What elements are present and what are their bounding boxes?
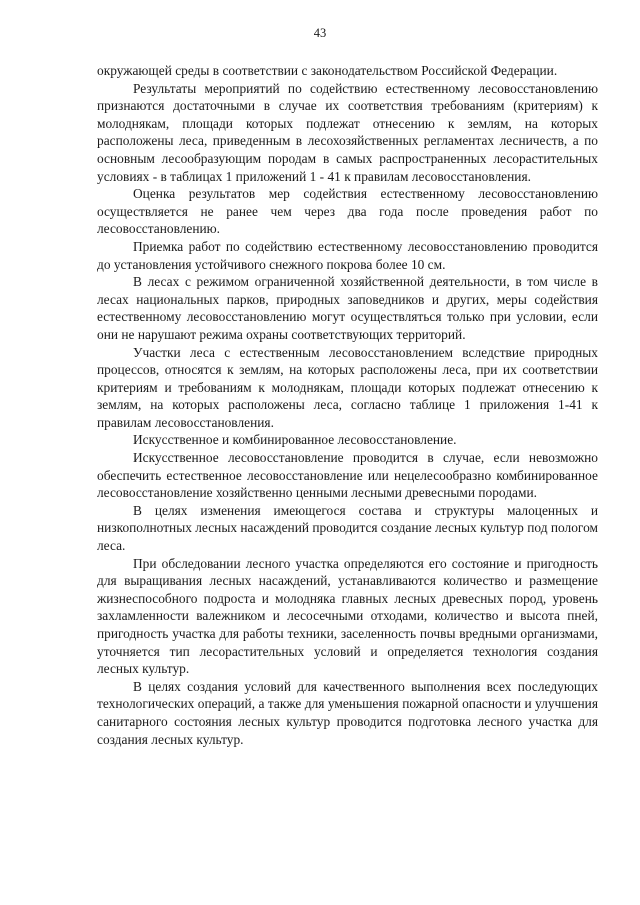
paragraph: В целях изменения имеющегося состава и структуры малоценных и низкополнотных лесных насаждений проводится создание лесных культур под пологом леса. [97,502,598,554]
section-heading: Искусственное и комбинированное лесовосстановление. [133,432,457,448]
paragraph: Результаты мероприятий по содействию естественному лесовосстановлению признаются достаточными в случае их соответствия требованиям (критериям) к молоднякам, площади которых подлежат отнесению к землям, на которых расположены леса, приведенным в лесохозяйственных регламентах лесничеств, а по основным лесообразующим породам в самых распространенных лесорастительных условиях - в таблицах 1 приложений 1 - 41 к правилам лесовосстановления. [97,80,598,184]
paragraph: Участки леса с естественным лесовосстановлением вследствие природных процессов, относятся к землям, на которых расположены леса, при их соответствии критериям и требованиям к молоднякам, площади которых подлежат отнесению к землям, на которых расположены леса, согласно таблице 1 приложения 1-41 к правилам лесовосстановления. [97,344,598,430]
paragraph: Искусственное лесовосстановление проводится в случае, если невозможно обеспечить естественное лесовосстановление или нецелесообразно комбинированное лесовосстановление хозяйственно ценными лесными древесными породами. [97,450,598,501]
page-number: 43 [313,26,327,40]
paragraph: В лесах с режимом ограниченной хозяйственной деятельности, в том числе в лесах национальных парков, природных заповедников и других, меры содействия естественному лесовосстановлению могут осуществляться только при условии, если они не нарушают режима охраны соответствующих территорий. [97,274,598,342]
paragraph: окружающей среды в соответствии с законодательством Российской Федерации. [97,63,558,78]
document-body [97,62,598,748]
paragraph: В целях создания условий для качественного выполнения всех последующих технологических операций, а также для уменьшения пожарной опасности и улучшения санитарного состояния лесных культур проводится подготовка лесного участка для создания лесных культур. [97,678,598,747]
paragraph: Оценка результатов мер содействия естественному лесовосстановлению осуществляется не ранее чем через два года после проведения работ по лесовосстановлению. [97,186,598,237]
paragraph: Приемка работ по содействию естественному лесовосстановлению проводится до установления устойчивого снежного покрова более 10 см. [97,238,598,272]
paragraph: При обследовании лесного участка определяются его состояние и пригодность для выращивания лесных насаждений, устанавливаются количество и размещение жизнеспособного подроста и молодняка главных лесных древесных пород, уровень захламленности валежником и лесосечными отходами, количество и высота пней, пригодность участка для работы техники, заселенность почвы вредными организмами, уточняется тип лесорастительных условий и определяется технология создания лесных культур. [97,555,598,677]
